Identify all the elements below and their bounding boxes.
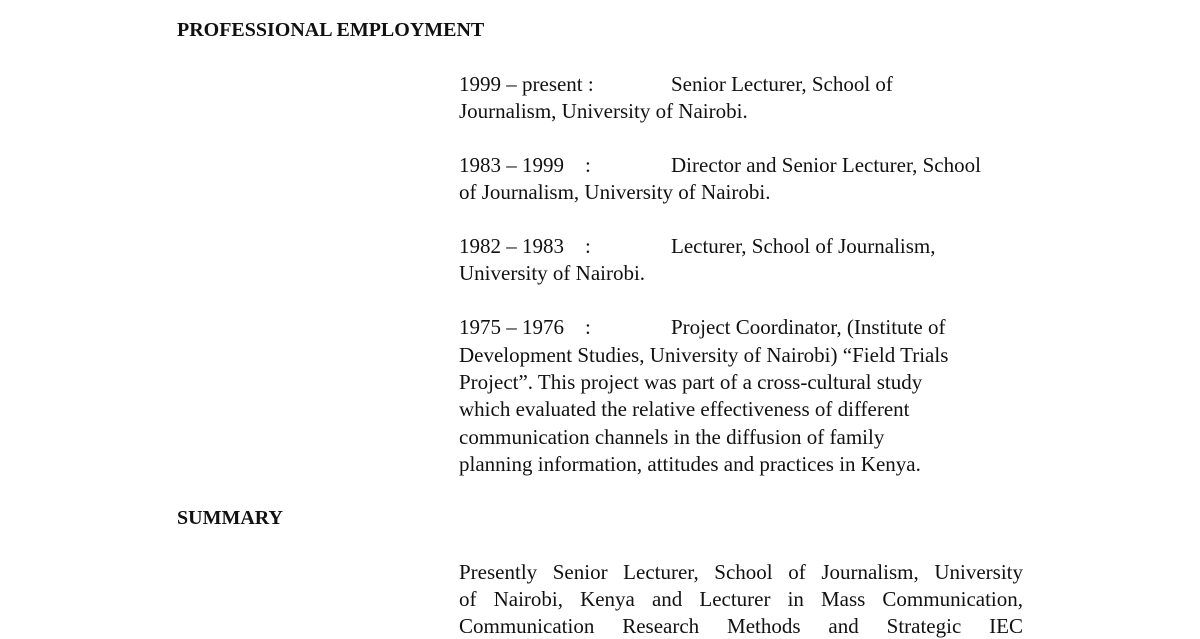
employment-heading: PROFESSIONAL EMPLOYMENT (177, 19, 485, 41)
entry-title: Director and Senior Lecturer, School (671, 153, 981, 177)
entry-title: Lecturer, School of Journalism, (671, 234, 936, 258)
entry-line: Project”. This project was part of a cross-cultural study (459, 370, 923, 394)
summary-line: of Nairobi, Kenya and Lecturer in Mass Communication, (459, 587, 1023, 611)
entry-line: of Journalism, University of Nairobi. (459, 180, 771, 204)
summary-line: Communication Research Methods and Strategic IEC (459, 614, 1023, 638)
entry-line: communication channels in the diffusion of family (459, 425, 885, 449)
entry-title: Project Coordinator, (Institute of (671, 315, 946, 339)
entry-line: University of Nairobi. (459, 261, 646, 285)
entry-line: which evaluated the relative effectiveness of different (459, 397, 910, 421)
entry-title: Senior Lecturer, School of (671, 72, 893, 96)
summary-line: Presently Senior Lecturer, School of Journalism, University (459, 560, 1023, 584)
entry-date: 1982 – 1983 : (459, 234, 591, 258)
entry-date: 1983 – 1999 : (459, 153, 591, 177)
entry-line: Journalism, University of Nairobi. (459, 99, 748, 123)
entry-date: 1999 – present : (459, 72, 594, 96)
entry-date: 1975 – 1976 : (459, 315, 591, 339)
summary-heading: SUMMARY (177, 507, 283, 529)
entry-line: planning information, attitudes and practices in Kenya. (459, 452, 921, 476)
entry-line: Development Studies, University of Nairobi) “Field Trials (459, 343, 949, 367)
